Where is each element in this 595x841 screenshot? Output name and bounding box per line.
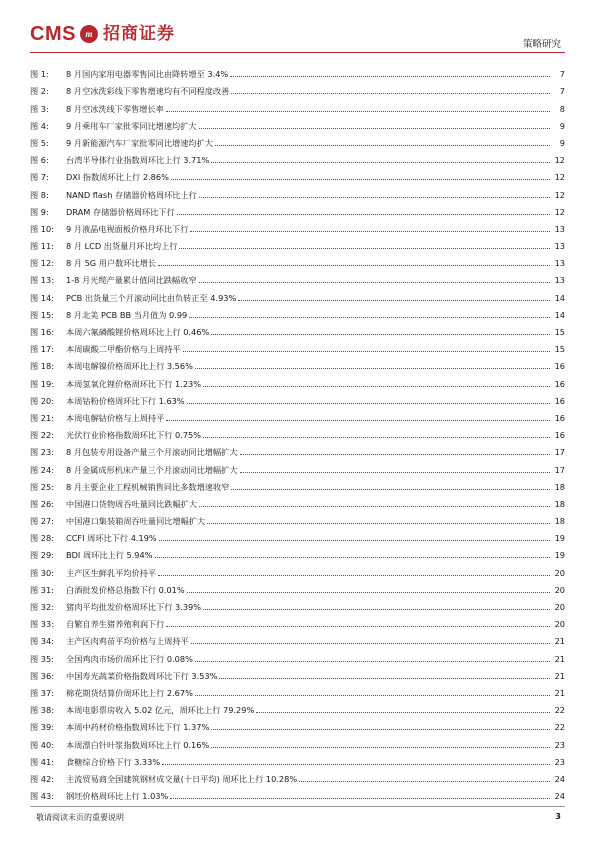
toc-entry[interactable] bbox=[30, 354, 565, 371]
toc-figure-title: 本周电解镍价格周环比上行 3.56% bbox=[66, 361, 193, 372]
toc-page-number: 16 bbox=[554, 395, 565, 406]
toc-figure-number: 图 5: bbox=[30, 137, 49, 148]
toc-leader-dots bbox=[203, 607, 550, 610]
toc-figure-number: 图 13: bbox=[30, 275, 54, 286]
toc-leader-dots bbox=[203, 384, 550, 387]
toc-figure-title: 台湾半导体行业指数周环比上行 3.71% bbox=[66, 155, 210, 166]
toc-page-number: 14 bbox=[554, 292, 565, 303]
toc-figure-title: 自繁自养生猪养殖利润下行 bbox=[66, 619, 165, 630]
toc-figure-number: 图 26: bbox=[30, 498, 54, 509]
toc-entry[interactable] bbox=[30, 234, 565, 251]
toc-figure-number: 图 42: bbox=[30, 773, 54, 784]
toc-leader-dots bbox=[187, 401, 550, 404]
toc-figure-number: 图 38: bbox=[30, 705, 54, 716]
toc-figure-number: 图 43: bbox=[30, 791, 54, 802]
toc-entry[interactable] bbox=[30, 62, 565, 79]
toc-entry[interactable] bbox=[30, 526, 565, 543]
toc-entry[interactable] bbox=[30, 182, 565, 199]
toc-entry[interactable] bbox=[30, 698, 565, 715]
toc-leader-dots bbox=[256, 710, 550, 713]
toc-leader-dots bbox=[166, 418, 550, 421]
toc-figure-title: 本周氢氧化锂价格周环比下行 1.23% bbox=[66, 378, 202, 389]
header-divider bbox=[30, 52, 565, 53]
toc-figure-title: 中国港口货物周吞吐量同比跌幅扩大 bbox=[66, 498, 198, 509]
toc-leader-dots bbox=[231, 487, 550, 490]
toc-figure-number: 图 10: bbox=[30, 223, 54, 234]
toc-figure-title: CCFI 周环比下行 4.19% bbox=[66, 533, 157, 544]
toc-figure-title: 8 月国内家用电器零售同比由降转增至 3.4% bbox=[66, 69, 229, 80]
toc-leader-dots bbox=[199, 504, 550, 507]
toc-page-number: 9 bbox=[559, 120, 565, 131]
toc-figure-number: 图 15: bbox=[30, 309, 54, 320]
toc-entry[interactable] bbox=[30, 629, 565, 646]
toc-leader-dots bbox=[195, 693, 550, 696]
toc-figure-title: 棉花期货结算价周环比上行 2.67% bbox=[66, 687, 193, 698]
toc-entry[interactable] bbox=[30, 715, 565, 732]
toc-page-number: 17 bbox=[554, 464, 565, 475]
toc-page-number: 21 bbox=[554, 636, 565, 647]
toc-leader-dots bbox=[158, 263, 550, 266]
toc-figure-number: 图 17: bbox=[30, 344, 54, 355]
toc-leader-dots bbox=[199, 195, 550, 198]
toc-figure-number: 图 8: bbox=[30, 189, 49, 200]
toc-figure-number: 图 22: bbox=[30, 430, 54, 441]
toc-figure-title: 光伏行业价格指数周环比下行 0.75% bbox=[66, 430, 202, 441]
toc-figure-number: 图 32: bbox=[30, 602, 54, 612]
toc-entry[interactable] bbox=[30, 784, 565, 801]
toc-figure-title: 9 月乘用车厂家批零同比增速均扩大 bbox=[66, 120, 197, 131]
toc-entry[interactable] bbox=[30, 303, 565, 320]
toc-page-number: 19 bbox=[554, 550, 565, 561]
toc-figure-number: 图 31: bbox=[30, 584, 54, 595]
toc-leader-dots bbox=[162, 762, 550, 765]
toc-figure-number: 图 18: bbox=[30, 361, 54, 372]
toc-figure-title: 本周中药材价格指数周环比下行 1.37% bbox=[66, 722, 210, 733]
toc-page-number: 7 bbox=[559, 69, 565, 80]
toc-leader-dots bbox=[207, 521, 550, 524]
toc-page-number: 15 bbox=[554, 327, 565, 337]
toc-figure-number: 图 23: bbox=[30, 447, 54, 458]
toc-leader-dots bbox=[170, 796, 550, 799]
toc-figure-number: 图 6: bbox=[30, 155, 49, 166]
toc-page-number: 18 bbox=[554, 516, 565, 527]
toc-leader-dots bbox=[199, 280, 550, 283]
toc-page-number: 21 bbox=[554, 653, 565, 664]
toc-entry[interactable] bbox=[30, 646, 565, 663]
toc-page-number: 8 bbox=[559, 103, 565, 114]
toc-leader-dots bbox=[195, 366, 550, 369]
toc-leader-dots bbox=[183, 349, 550, 352]
toc-leader-dots bbox=[179, 246, 550, 249]
toc-figure-number: 图 12: bbox=[30, 258, 54, 269]
toc-entry[interactable] bbox=[30, 285, 565, 302]
footer-divider bbox=[30, 806, 565, 807]
toc-entry[interactable] bbox=[30, 595, 565, 612]
toc-page-number: 7 bbox=[559, 86, 565, 97]
toc-figure-number: 图 39: bbox=[30, 722, 54, 733]
toc-page-number: 12 bbox=[554, 189, 565, 200]
toc-entry[interactable] bbox=[30, 492, 565, 509]
toc-figure-title: 主产区生鲜乳平均价持平 bbox=[66, 567, 157, 578]
toc-entry[interactable] bbox=[30, 423, 565, 440]
toc-figure-title: BDI 周环比上行 5.94% bbox=[66, 550, 153, 561]
toc-figure-title: 1-8 月光缆产量累计值同比跌幅收窄 bbox=[66, 275, 197, 286]
toc-entry[interactable] bbox=[30, 767, 565, 784]
toc-figure-title: 8 月 LCD 出货量月环比均上行 bbox=[66, 241, 178, 252]
toc-leader-dots bbox=[211, 727, 550, 730]
toc-figure-number: 图 21: bbox=[30, 412, 54, 423]
toc-page-number: 20 bbox=[554, 602, 565, 612]
toc-leader-dots bbox=[211, 745, 550, 748]
toc-entry[interactable] bbox=[30, 543, 565, 560]
logo-chinese-name: 招商证券 bbox=[102, 24, 175, 44]
toc-figure-title: 主产区肉鸡苗平均价格与上周持平 bbox=[66, 636, 189, 647]
toc-figure-title: 9 月新能源汽车厂家批零同比增速均扩大 bbox=[66, 137, 213, 148]
toc-figure-title: 8 月包装专用设备产量三个月滚动同比增幅扩大 bbox=[66, 447, 238, 458]
toc-page-number: 16 bbox=[554, 412, 565, 423]
toc-page-number: 12 bbox=[554, 206, 565, 217]
toc-figure-title: DRAM 存储器价格周环比下行 bbox=[66, 206, 175, 217]
toc-leader-dots bbox=[199, 126, 550, 129]
toc-page-number: 12 bbox=[554, 155, 565, 166]
toc-entry[interactable] bbox=[30, 681, 565, 698]
toc-entry[interactable] bbox=[30, 96, 565, 113]
toc-entry[interactable] bbox=[30, 320, 565, 337]
toc-page-number: 22 bbox=[554, 705, 565, 716]
toc-entry[interactable] bbox=[30, 337, 565, 354]
toc-figure-title: 本周钴粉价格周环比下行 1.63% bbox=[66, 395, 185, 406]
toc-entry[interactable] bbox=[30, 165, 565, 182]
toc-leader-dots bbox=[240, 470, 550, 473]
toc-figure-number: 图 30: bbox=[30, 567, 54, 578]
toc-entry[interactable] bbox=[30, 268, 565, 285]
toc-leader-dots bbox=[211, 332, 550, 335]
toc-leader-dots bbox=[215, 143, 550, 146]
toc-figure-title: 中国寿光蔬菜价格指数周环比下行 3.53% bbox=[66, 670, 218, 681]
toc-figure-number: 图 9: bbox=[30, 206, 49, 217]
toc-leader-dots bbox=[203, 435, 550, 438]
toc-page-number: 24 bbox=[554, 773, 565, 784]
toc-page-number: 20 bbox=[554, 567, 565, 578]
toc-figure-number: 图 40: bbox=[30, 739, 54, 750]
toc-entry[interactable] bbox=[30, 148, 565, 165]
toc-page-number: 18 bbox=[554, 498, 565, 509]
toc-page-number: 17 bbox=[554, 447, 565, 458]
toc-entry[interactable] bbox=[30, 131, 565, 148]
toc-entry[interactable] bbox=[30, 389, 565, 406]
toc-figure-number: 图 41: bbox=[30, 756, 54, 767]
toc-figure-title: 9 月液晶电视面板价格月环比下行 bbox=[66, 223, 189, 234]
toc-figure-number: 图 36: bbox=[30, 670, 54, 681]
toc-figure-title: 8 月空冰洗线下零售增长率 bbox=[66, 103, 164, 114]
toc-entry[interactable] bbox=[30, 406, 565, 423]
toc-entry[interactable] bbox=[30, 732, 565, 749]
logo-emblem-icon bbox=[80, 25, 98, 43]
toc-page-number: 20 bbox=[554, 619, 565, 630]
toc-leader-dots bbox=[231, 91, 550, 94]
toc-entry[interactable] bbox=[30, 475, 565, 492]
toc-figure-number: 图 7: bbox=[30, 172, 49, 183]
toc-figure-number: 图 14: bbox=[30, 292, 54, 303]
toc-figure-title: DXI 指数周环比上行 2.86% bbox=[66, 172, 169, 183]
toc-page-number: 12 bbox=[554, 172, 565, 183]
toc-leader-dots bbox=[166, 624, 550, 627]
toc-figure-title: 8 月主要企业工程机械销售同比多数增速收窄 bbox=[66, 481, 230, 492]
toc-entry[interactable] bbox=[30, 371, 565, 388]
toc-page-number: 18 bbox=[554, 481, 565, 492]
toc-entry[interactable] bbox=[30, 251, 565, 268]
toc-page-number: 21 bbox=[554, 687, 565, 698]
toc-entry[interactable] bbox=[30, 114, 565, 131]
toc-leader-dots bbox=[299, 779, 550, 782]
toc-figure-title: 中国港口集装箱周吞吐量同比增幅扩大 bbox=[66, 516, 206, 527]
toc-figure-title: 钢坯价格周环比上行 1.03% bbox=[66, 791, 169, 802]
toc-leader-dots bbox=[195, 659, 550, 662]
toc-entry[interactable] bbox=[30, 750, 565, 767]
toc-page-number: 13 bbox=[554, 275, 565, 286]
toc-page-number: 16 bbox=[554, 361, 565, 372]
toc-entry[interactable] bbox=[30, 664, 565, 681]
toc-entry[interactable] bbox=[30, 79, 565, 96]
toc-figure-title: 本周电影票房收入 5.02 亿元，周环比上行 79.29% bbox=[66, 705, 255, 716]
toc-figure-title: 8 月 5G 用户数环比增长 bbox=[66, 258, 157, 269]
toc-page-number: 22 bbox=[554, 722, 565, 733]
toc-page-number: 13 bbox=[554, 241, 565, 252]
toc-leader-dots bbox=[177, 212, 550, 215]
section-label: 策略研究 bbox=[522, 39, 561, 50]
logo-cms-text: CMS bbox=[30, 23, 76, 45]
toc-page-number: 23 bbox=[554, 756, 565, 767]
toc-figure-number: 图 28: bbox=[30, 533, 54, 544]
toc-page-number: 13 bbox=[554, 223, 565, 234]
toc-figure-title: 本周电解钴价格与上周持平 bbox=[66, 412, 165, 423]
toc-figure-number: 图 2: bbox=[30, 86, 49, 97]
toc-figure-number: 图 1: bbox=[30, 69, 49, 80]
toc-leader-dots bbox=[189, 315, 550, 318]
toc-figure-title: PCB 出货量三个月滚动同比由负转正至 4.93% bbox=[66, 292, 237, 303]
toc-page-number: 24 bbox=[554, 791, 565, 802]
toc-figure-number: 图 25: bbox=[30, 481, 54, 492]
toc-page-number: 16 bbox=[554, 430, 565, 441]
toc-leader-dots bbox=[219, 676, 550, 679]
toc-leader-dots bbox=[166, 109, 550, 112]
toc-figure-number: 图 4: bbox=[30, 120, 49, 131]
toc-entry[interactable] bbox=[30, 440, 565, 457]
toc-page-number: 9 bbox=[559, 137, 565, 148]
toc-leader-dots bbox=[159, 538, 550, 541]
toc-figure-title: 全国鸡肉市场价周环比下行 0.08% bbox=[66, 653, 193, 664]
toc-leader-dots bbox=[238, 298, 550, 301]
toc-entry[interactable] bbox=[30, 560, 565, 577]
cms-logo bbox=[30, 24, 175, 44]
toc-entry[interactable] bbox=[30, 612, 565, 629]
toc-leader-dots bbox=[190, 229, 550, 232]
toc-entry[interactable] bbox=[30, 578, 565, 595]
toc-figure-number: 图 35: bbox=[30, 653, 54, 664]
toc-figure-title: 8 月空冰洗彩线下零售增速均有不同程度改善 bbox=[66, 86, 230, 97]
toc-figure-number: 图 20: bbox=[30, 395, 54, 406]
toc-leader-dots bbox=[191, 641, 550, 644]
toc-leader-dots bbox=[187, 590, 550, 593]
toc-page-number: 19 bbox=[554, 533, 565, 544]
toc-figure-title: 猪肉平均批发价格周环比下行 3.39% bbox=[66, 602, 202, 612]
toc-figure-title: 白酒批发价格总指数下行 0.01% bbox=[66, 584, 185, 595]
toc-page-number: 16 bbox=[554, 378, 565, 389]
toc-figure-number: 图 34: bbox=[30, 636, 54, 647]
toc-entry[interactable] bbox=[30, 457, 565, 474]
logo-emblem-letter: m bbox=[85, 28, 93, 39]
toc-figure-title: 本周漂白针叶浆指数周环比上行 0.16% bbox=[66, 739, 210, 750]
toc-figure-title: 食糖综合价格下行 3.33% bbox=[66, 756, 161, 767]
toc-leader-dots bbox=[230, 74, 550, 77]
toc-entry[interactable] bbox=[30, 217, 565, 234]
toc-figure-title: 本周六氟磷酸锂价格周环比上行 0.46% bbox=[66, 327, 210, 337]
toc-page-number: 21 bbox=[554, 670, 565, 681]
toc-page-number: 20 bbox=[554, 584, 565, 595]
toc-page-number: 23 bbox=[554, 739, 565, 750]
toc-entry[interactable] bbox=[30, 509, 565, 526]
toc-leader-dots bbox=[211, 160, 550, 163]
toc-figure-title: NAND flash 存储器价格周环比上行 bbox=[66, 189, 197, 200]
toc-figure-number: 图 19: bbox=[30, 378, 54, 389]
toc-figure-title: 8 月金属成形机床产量三个月滚动同比增幅扩大 bbox=[66, 464, 238, 475]
toc-figure-number: 图 3: bbox=[30, 103, 49, 114]
toc-figure-number: 图 29: bbox=[30, 550, 54, 561]
toc-entry[interactable] bbox=[30, 200, 565, 217]
toc-figure-title: 主流贸易商全国建筑钢材成交量(十日平均) 周环比上行 10.28% bbox=[66, 773, 298, 784]
toc-page-number: 15 bbox=[554, 344, 565, 355]
toc-figure-number: 图 16: bbox=[30, 327, 54, 337]
toc-figure-title: 8 月北美 PCB BB 当月值为 0.99 bbox=[66, 309, 188, 320]
toc-figure-number: 图 24: bbox=[30, 464, 54, 475]
toc-figure-number: 图 37: bbox=[30, 687, 54, 698]
toc-figure-title: 本周碳酸二甲酯价格与上周持平 bbox=[66, 344, 181, 355]
toc-leader-dots bbox=[155, 555, 551, 558]
toc-leader-dots bbox=[158, 573, 550, 576]
toc-leader-dots bbox=[171, 177, 550, 180]
page-header bbox=[0, 0, 595, 56]
disclaimer-notice: 敬请阅读末页的重要说明 bbox=[36, 813, 124, 822]
toc-figure-number: 图 11: bbox=[30, 241, 54, 252]
toc-page-number: 13 bbox=[554, 258, 565, 269]
toc-figure-number: 图 27: bbox=[30, 516, 54, 527]
figure-list bbox=[30, 62, 565, 801]
toc-leader-dots bbox=[240, 452, 550, 455]
page-number: 3 bbox=[555, 812, 561, 821]
toc-figure-number: 图 33: bbox=[30, 619, 54, 630]
toc-page-number: 14 bbox=[554, 309, 565, 320]
